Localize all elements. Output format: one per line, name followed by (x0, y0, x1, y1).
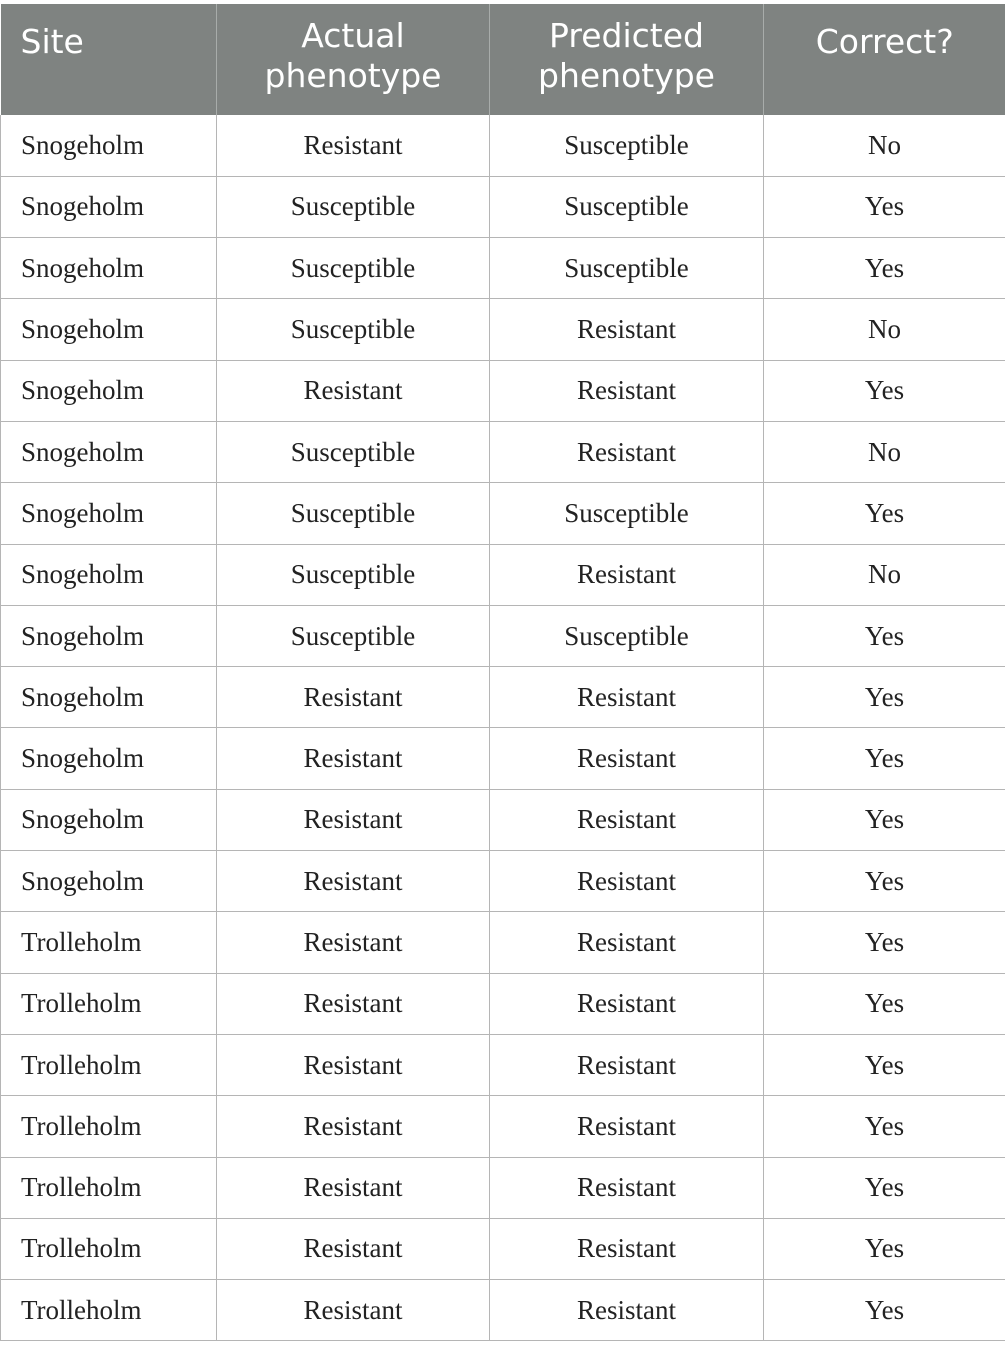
table-row (1, 1034, 1005, 1095)
cell-actual-phenotype: Resistant (217, 115, 490, 176)
cell-predicted-phenotype: Resistant (490, 1034, 764, 1095)
cell-predicted-phenotype: Resistant (490, 544, 764, 605)
cell-site: Trolleholm (1, 1218, 217, 1279)
cell-site: Trolleholm (1, 912, 217, 973)
table-row (1, 544, 1005, 605)
cell-site: Snogeholm (1, 238, 217, 299)
cell-site: Snogeholm (1, 483, 217, 544)
cell-correct: Yes (764, 1096, 1005, 1157)
header-correct: Correct? (764, 4, 1005, 115)
cell-site: Trolleholm (1, 1157, 217, 1218)
table-row (1, 912, 1005, 973)
cell-correct: No (764, 299, 1005, 360)
cell-site: Snogeholm (1, 176, 217, 237)
cell-site: Snogeholm (1, 360, 217, 421)
cell-correct: No (764, 544, 1005, 605)
cell-correct: Yes (764, 176, 1005, 237)
cell-actual-phenotype: Susceptible (217, 421, 490, 482)
table-row (1, 360, 1005, 421)
cell-correct: Yes (764, 667, 1005, 728)
table-row (1, 421, 1005, 482)
cell-site: Snogeholm (1, 605, 217, 666)
cell-predicted-phenotype: Susceptible (490, 115, 764, 176)
table-row (1, 789, 1005, 850)
cell-actual-phenotype: Resistant (217, 789, 490, 850)
table-row (1, 667, 1005, 728)
cell-site: Trolleholm (1, 1096, 217, 1157)
cell-actual-phenotype: Resistant (217, 728, 490, 789)
cell-predicted-phenotype: Resistant (490, 421, 764, 482)
cell-correct: No (764, 115, 1005, 176)
cell-predicted-phenotype: Susceptible (490, 176, 764, 237)
header-actual-phenotype: Actual phenotype (217, 4, 490, 115)
cell-correct: Yes (764, 912, 1005, 973)
cell-site: Snogeholm (1, 544, 217, 605)
cell-correct: No (764, 421, 1005, 482)
cell-predicted-phenotype: Resistant (490, 299, 764, 360)
table-row (1, 973, 1005, 1034)
header-site: Site (1, 4, 217, 115)
cell-actual-phenotype: Resistant (217, 1280, 490, 1341)
cell-correct: Yes (764, 1157, 1005, 1218)
table-row (1, 238, 1005, 299)
cell-site: Trolleholm (1, 973, 217, 1034)
cell-correct: Yes (764, 605, 1005, 666)
cell-actual-phenotype: Susceptible (217, 176, 490, 237)
cell-actual-phenotype: Susceptible (217, 483, 490, 544)
cell-site: Snogeholm (1, 728, 217, 789)
table-row (1, 483, 1005, 544)
table-row (1, 176, 1005, 237)
cell-actual-phenotype: Resistant (217, 1218, 490, 1279)
cell-predicted-phenotype: Resistant (490, 912, 764, 973)
cell-predicted-phenotype: Resistant (490, 1218, 764, 1279)
table-row (1, 299, 1005, 360)
cell-site: Snogeholm (1, 851, 217, 912)
cell-site: Snogeholm (1, 421, 217, 482)
table-row (1, 1157, 1005, 1218)
table-row (1, 1096, 1005, 1157)
cell-predicted-phenotype: Susceptible (490, 483, 764, 544)
cell-predicted-phenotype: Resistant (490, 1157, 764, 1218)
cell-correct: Yes (764, 728, 1005, 789)
table-row (1, 605, 1005, 666)
table-row (1, 851, 1005, 912)
cell-actual-phenotype: Resistant (217, 1157, 490, 1218)
cell-predicted-phenotype: Resistant (490, 728, 764, 789)
phenotype-table (0, 4, 1005, 1341)
cell-predicted-phenotype: Resistant (490, 789, 764, 850)
cell-actual-phenotype: Resistant (217, 1034, 490, 1095)
cell-correct: Yes (764, 789, 1005, 850)
cell-site: Trolleholm (1, 1280, 217, 1341)
table-row (1, 728, 1005, 789)
cell-actual-phenotype: Resistant (217, 360, 490, 421)
cell-predicted-phenotype: Resistant (490, 851, 764, 912)
cell-actual-phenotype: Resistant (217, 851, 490, 912)
cell-actual-phenotype: Resistant (217, 1096, 490, 1157)
table-row (1, 115, 1005, 176)
cell-site: Trolleholm (1, 1034, 217, 1095)
cell-predicted-phenotype: Susceptible (490, 238, 764, 299)
header-row (1, 4, 1005, 115)
cell-actual-phenotype: Susceptible (217, 605, 490, 666)
cell-actual-phenotype: Resistant (217, 912, 490, 973)
cell-site: Snogeholm (1, 299, 217, 360)
table-row (1, 1218, 1005, 1279)
table-header (1, 4, 1005, 115)
cell-predicted-phenotype: Resistant (490, 1096, 764, 1157)
cell-correct: Yes (764, 1034, 1005, 1095)
table-row (1, 1280, 1005, 1341)
cell-actual-phenotype: Susceptible (217, 238, 490, 299)
cell-predicted-phenotype: Resistant (490, 667, 764, 728)
cell-site: Snogeholm (1, 667, 217, 728)
cell-correct: Yes (764, 973, 1005, 1034)
cell-correct: Yes (764, 1280, 1005, 1341)
cell-correct: Yes (764, 360, 1005, 421)
cell-actual-phenotype: Susceptible (217, 299, 490, 360)
cell-site: Snogeholm (1, 789, 217, 850)
cell-predicted-phenotype: Resistant (490, 360, 764, 421)
header-predicted-phenotype: Predicted phenotype (490, 4, 764, 115)
cell-actual-phenotype: Susceptible (217, 544, 490, 605)
cell-correct: Yes (764, 238, 1005, 299)
cell-predicted-phenotype: Susceptible (490, 605, 764, 666)
cell-correct: Yes (764, 483, 1005, 544)
cell-predicted-phenotype: Resistant (490, 1280, 764, 1341)
cell-predicted-phenotype: Resistant (490, 973, 764, 1034)
cell-actual-phenotype: Resistant (217, 973, 490, 1034)
table-body (1, 115, 1005, 1341)
cell-site: Snogeholm (1, 115, 217, 176)
cell-actual-phenotype: Resistant (217, 667, 490, 728)
cell-correct: Yes (764, 1218, 1005, 1279)
cell-correct: Yes (764, 851, 1005, 912)
